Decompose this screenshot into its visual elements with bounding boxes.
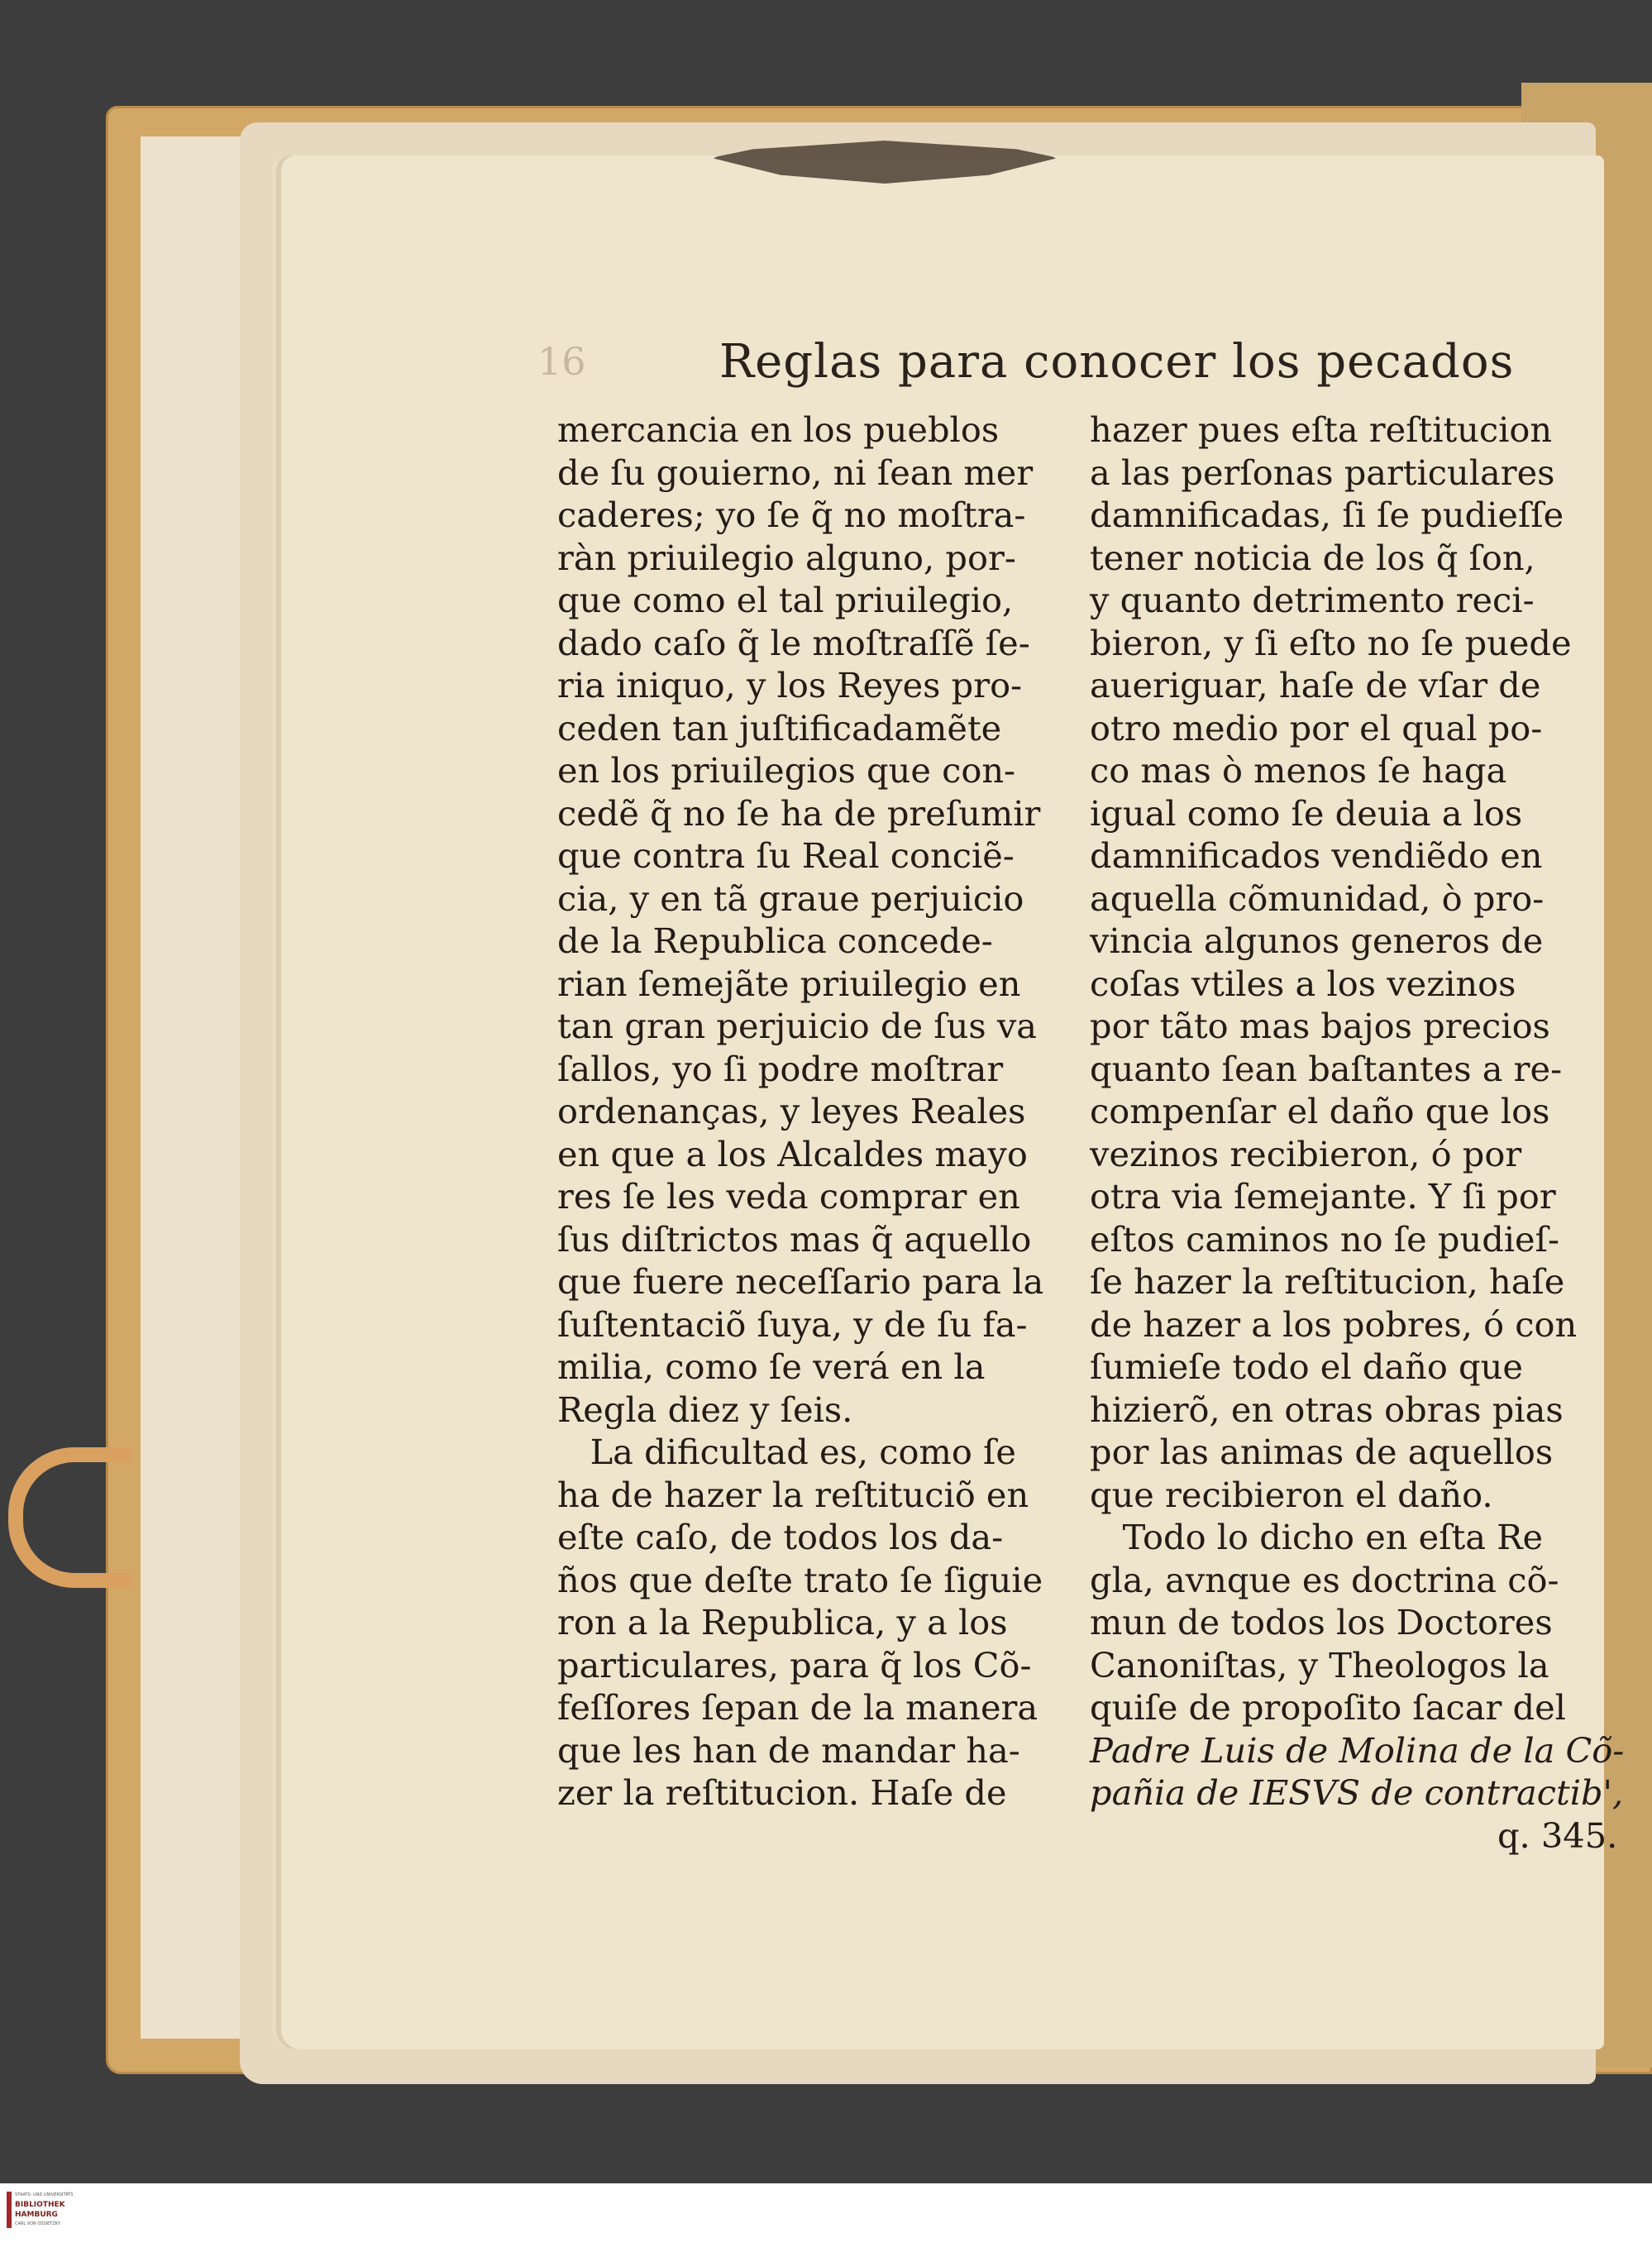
text-column-left bbox=[557, 409, 1043, 1815]
text-column-right bbox=[1090, 409, 1624, 1857]
text-line: en que a los Alcaldes mayo bbox=[557, 1133, 1028, 1174]
citation-end: q. 345. bbox=[1497, 1815, 1618, 1856]
text-line: bieron, y ſi eſto no ſe puede bbox=[1090, 622, 1572, 663]
footer-bar bbox=[0, 2183, 1652, 2252]
library-logo-line: BIBLIOTHEK bbox=[15, 2201, 65, 2209]
text-line: ſus diſtrictos mas q̃ aquello bbox=[557, 1218, 1032, 1260]
cloth-strap bbox=[8, 1447, 132, 1588]
text-line: hizierõ, en otras obras pias bbox=[1090, 1389, 1564, 1430]
text-line: en los priuilegios que con- bbox=[557, 750, 1016, 791]
library-logo-line: HAMBURG bbox=[15, 2211, 58, 2219]
text-line: mercancia en los pueblos bbox=[557, 409, 1000, 450]
text-line: damnificados vendiẽdo en bbox=[1090, 835, 1543, 876]
text-line: ños que deſte trato ſe ſiguie bbox=[557, 1559, 1043, 1600]
text-line: que como el tal priuilegio, bbox=[557, 580, 1014, 620]
text-line: dado caſo q̃ le moſtraſſẽ ſe- bbox=[557, 622, 1030, 663]
text-line: que contra ſu Real conciẽ- bbox=[557, 835, 1015, 876]
text-line: ron a la Republica, y a los bbox=[557, 1602, 1008, 1642]
text-line: Canoniſtas, y Theologos la bbox=[1090, 1644, 1549, 1685]
library-logo-mark bbox=[7, 2192, 12, 2228]
text-line: tener noticia de los q̃ ſon, bbox=[1090, 537, 1535, 578]
text-line: de hazer a los pobres, ó con bbox=[1090, 1303, 1578, 1345]
text-line: rian ſemejãte priuilegio en bbox=[557, 963, 1021, 1004]
text-line: milia, como ſe verá en la bbox=[557, 1346, 986, 1387]
text-line: caderes; yo ſe q̃ no moſtra- bbox=[557, 495, 1026, 535]
text-line: compenſar el daño que los bbox=[1090, 1091, 1550, 1131]
text-line: vezinos recibieron, ó por bbox=[1090, 1133, 1522, 1174]
text-line: ràn priuilegio alguno, por- bbox=[557, 537, 1016, 578]
text-line: otro medio por el qual po- bbox=[1090, 707, 1543, 748]
text-line: Regla diez y ſeis. bbox=[557, 1389, 853, 1430]
running-head: Reglas para conocer los pecados bbox=[719, 335, 1515, 389]
text-line: ha de hazer la reſtituciõ en bbox=[557, 1474, 1029, 1515]
text-line: ria iniquo, y los Reyes pro- bbox=[557, 665, 1023, 705]
text-line: co mas ò menos ſe haga bbox=[1090, 750, 1507, 791]
text-line: Todo lo dicho en eſta Re bbox=[1090, 1517, 1544, 1557]
text-line: ſe hazer la reſtitucion, haſe bbox=[1090, 1261, 1565, 1302]
text-line: hazer pues eſta reſtitucion bbox=[1090, 409, 1553, 450]
text-line: igual como ſe deuia a los bbox=[1090, 792, 1523, 834]
text-line: otra via ſemejante. Y ſi por bbox=[1090, 1176, 1556, 1217]
text-line: feſſores ſepan de la manera bbox=[557, 1687, 1038, 1728]
text-line: gla, avnque es doctrina cõ- bbox=[1090, 1559, 1559, 1600]
text-line: eſtos caminos no ſe pudieſ- bbox=[1090, 1218, 1559, 1260]
text-line: tan gran perjuicio de ſus va bbox=[557, 1006, 1038, 1046]
text-line: particulares, para q̃ los Cõ- bbox=[557, 1644, 1032, 1685]
text-line: quanto ſean baſtantes a re- bbox=[1090, 1048, 1563, 1089]
text-line: La dificultad es, como ſe bbox=[557, 1432, 1016, 1472]
text-line: ſuſtentaciõ ſuya, y de ſu fa- bbox=[557, 1303, 1028, 1345]
text-line: que fuere neceſſario para la bbox=[557, 1261, 1044, 1302]
text-line: aueriguar, haſe de vſar de bbox=[1090, 665, 1541, 705]
text-line: por tãto mas bajos precios bbox=[1090, 1006, 1550, 1046]
text-line: cedẽ q̃ no ſe ha de preſumir bbox=[557, 792, 1041, 834]
text-line: Padre Luis de Molina de la Cõ- bbox=[1090, 1729, 1625, 1771]
text-line: mun de todos los Doctores bbox=[1090, 1602, 1553, 1642]
text-line: zer la reſtitucion. Haſe de bbox=[557, 1772, 1007, 1813]
text-line: a las perſonas particulares bbox=[1090, 452, 1555, 493]
library-logo-line: CARL VON OSSIETZKY bbox=[15, 2221, 60, 2226]
text-line: quiſe de propoſito ſacar del bbox=[1090, 1687, 1566, 1728]
text-line: eſte caſo, de todos los da- bbox=[557, 1517, 1004, 1557]
text-line: coſas vtiles a los vezinos bbox=[1090, 963, 1516, 1004]
text-line: damnificadas, ſi ſe pudieſſe bbox=[1090, 495, 1564, 535]
text-line: por las animas de aquellos bbox=[1090, 1432, 1554, 1472]
text-line: de ſu gouierno, ni ſean mer bbox=[557, 452, 1034, 493]
text-line: cia, y en tã graue perjuicio bbox=[557, 877, 1024, 919]
text-line: que recibieron el daño. bbox=[1090, 1474, 1493, 1515]
text-line: ſumieſe todo el daño que bbox=[1090, 1346, 1523, 1387]
text-line: vincia algunos generos de bbox=[1090, 920, 1544, 961]
text-line: y quanto detrimento reci- bbox=[1090, 580, 1535, 620]
page-number: 16 bbox=[537, 339, 586, 384]
text-line: res ſe les veda comprar en bbox=[557, 1176, 1020, 1217]
text-line: ſallos, yo ſi podre moſtrar bbox=[557, 1048, 1004, 1089]
text-line: pañia de IESVS de contractib', bbox=[1090, 1772, 1624, 1813]
text-line: aquella cõmunidad, ò pro- bbox=[1090, 877, 1545, 919]
text-line: de la Republica concede- bbox=[557, 920, 993, 961]
text-line: que les han de mandar ha- bbox=[557, 1729, 1020, 1771]
text-line: ordenanças, y leyes Reales bbox=[557, 1091, 1026, 1131]
text-line: ceden tan juſtificadamẽte bbox=[557, 707, 1002, 748]
library-logo-line: STAATS- UND UNIVERSITÄTS bbox=[15, 2192, 74, 2197]
